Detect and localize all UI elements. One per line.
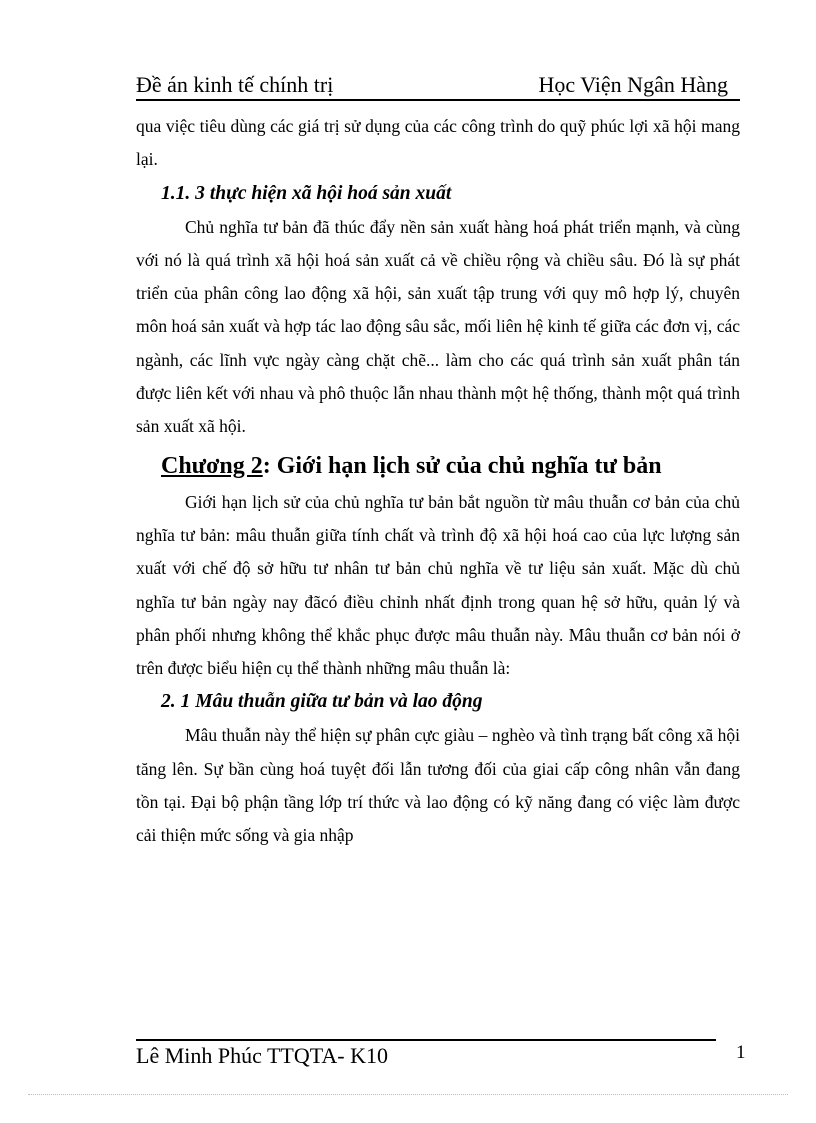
chapter-label: Chương 2	[161, 452, 263, 479]
section-title: thực hiện xã hội hoá sản xuất	[209, 182, 452, 204]
header-course-title: Đề án kinh tế chính trị	[136, 72, 334, 97]
page-header	[136, 70, 740, 100]
chapter-title: : Giới hạn lịch sử của chủ nghĩa tư bản	[262, 452, 662, 479]
chapter-heading	[136, 446, 740, 486]
paragraph-socialization: Chủ nghĩa tư bản đã thúc đẩy nền sản xuất hàng hoá phát triển mạnh, và cùng với nó là quá trình xã hội hoá sản xuất cả về chiều rộng và chiều sâu. Đó là sự phát triển của phân công lao động xã hội, sản xuất tập trung với quy mô hợp lý, chuyên môn hoá sản xuất và hợp tác lao động sâu sắc, mối liên hệ kinh tế giữa các đơn vị, các ngành, các lĩnh vực ngày càng chặt chẽ... làm cho các quá trình sản xuất phân tán được liên kết với nhau và phô thuộc lẫn nhau thành một hệ thống, thành một quá trình sản xuất xã hội.	[136, 216, 740, 437]
section-number: 1.1. 3	[161, 182, 205, 204]
section-title: Mâu thuẫn giữa tư bản và lao động	[195, 691, 483, 713]
section-heading-2-1	[136, 685, 740, 719]
paragraph-continuation: qua việc tiêu dùng các giá trị sử dụng của các công trình do quỹ phúc lợi xã hội mang lại.	[136, 116, 740, 170]
section-number: 2. 1	[161, 691, 191, 713]
header-rule	[136, 99, 740, 101]
page-bottom-divider	[28, 1094, 788, 1095]
paragraph-capital-labor: Mâu thuẫn này thể hiện sự phân cực giàu – nghèo và tình trạng bất công xã hội tăng lên. Sự bần cùng hoá tuyệt đối lẫn tương đối của giai cấp công nhân vẫn đang tồn tại. Đại bộ phận tầng lớp trí thức và lao động có kỹ năng đang có việc làm được cải thiện mức sống và gia nhập	[136, 725, 740, 846]
paragraph-historical-limit: Giới hạn lịch sử của chủ nghĩa tư bản bắt nguồn từ mâu thuẫn cơ bản của chủ nghĩa tư bản: mâu thuẫn giữa tính chất và trình độ xã hội hoá cao của lực lượng sản xuất với chế độ sở hữu tư nhân tư bản chủ nghĩa về tư liệu sản xuất. Mặc dù chủ nghĩa tư bản ngày nay đãcó điều chỉnh nhất định trong quan hệ sở hữu, quản lý và phân phối nhưng không thể khắc phục được mâu thuẫn này. Mâu thuẫn cơ bản nói ở trên được biểu hiện cụ thể thành những mâu thuẫn là:	[136, 491, 740, 679]
page-number: 1	[736, 1042, 746, 1063]
section-heading-1-1-3	[136, 177, 740, 211]
footer-author: Lê Minh Phúc TTQTA- K10	[136, 1043, 389, 1068]
document-body	[136, 110, 740, 853]
header-institution: Học Viện Ngân Hàng	[538, 72, 728, 97]
